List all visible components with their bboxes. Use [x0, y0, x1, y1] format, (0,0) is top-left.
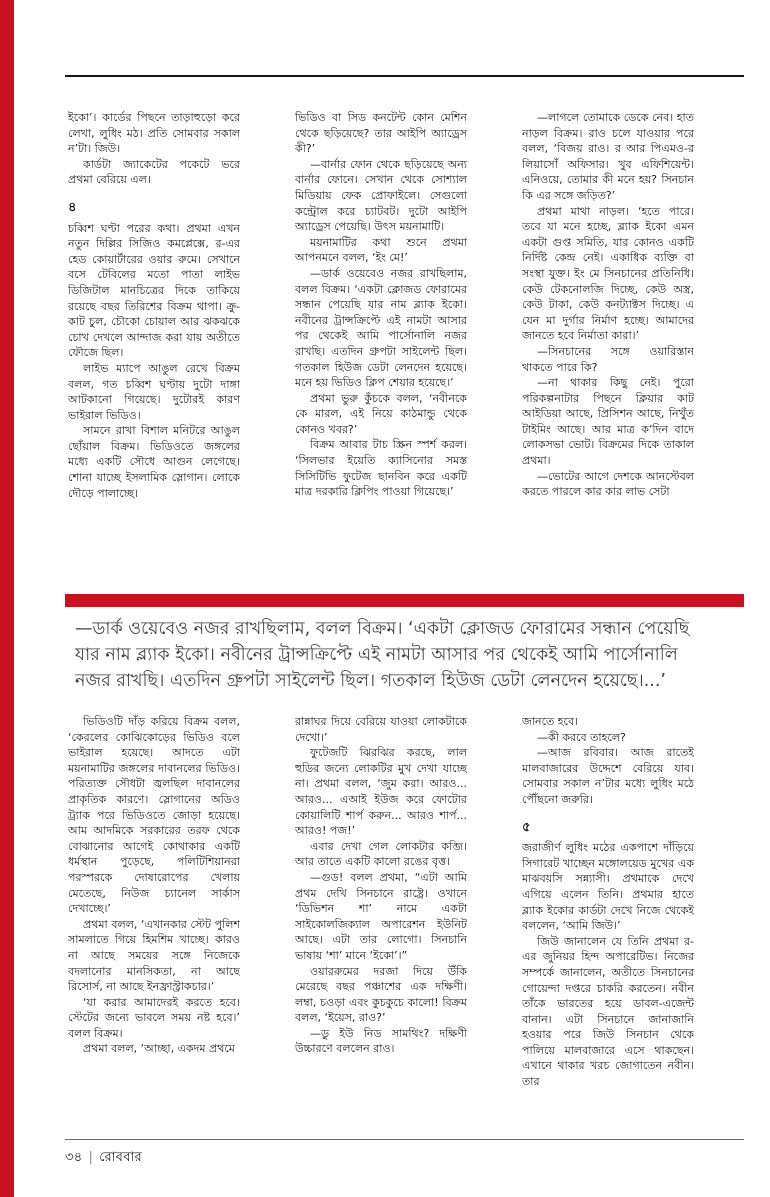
pull-quote-block — [65, 594, 744, 694]
paragraph: জিউ জানালেন যে তিনি প্রথমা র-এর জুনিয়র হিন্দ অপারেটিভ। নিজের সম্পর্কে জানালেন, অতীতে সিনচানের গোয়েন্দা দপ্তরে চাকরি করতেন। নবীন তাঁকে ভারতের হয়ে ডাবল-এজেন্ট বানান। এটা সিনচানে জানাজানি হওয়ার পরে জিউ সিনচান থেকে পালিয়ে মালবাজারে এসে থাকছেন। এখানে থাকার খরচ জোগাতেন নবীন। তার — [522, 934, 694, 1089]
paragraph: —ডার্ক ওয়েবেও নজর রাখছিলাম, বলল বিক্রম। ‘একটা ক্লোজড ফোরামের সন্ধান পেয়েছি যার নাম ব্ল্যাক ইকো। নবীনের ট্রান্সক্রিপ্টে এই নামটা আসার পর থেকেই আমি পার্সোনালি নজর রাখছি। এতদিন গ্রুপটা সাইলেন্ট ছিল। গতকাল হিউজ ডেটা লেনদেন হয়েছে। মনে হয় ভিডিও ক্লিপ শেয়ার হয়েছে।’ — [295, 266, 467, 390]
page-number: ৩৪ — [65, 1150, 83, 1165]
paragraph: ইকো’। কার্ডের পিছনে তাড়াহুড়ো করে লেখা, লুধিং মঠ। প্রতি সোমবার সকাল ন’টা। জিউ। — [68, 111, 240, 156]
paragraph: প্রথমা বলল, ‘এখানকার স্টেট পুলিশ সামলাতে গিয়ে হিমশিম খাচ্ছে। কারও না আছে সময়ের সঙ্গে নিজেকে বদলানোর মানসিকতা, না আছে রিসোর্স, না আছে ইনফ্রাস্ট্রাকচার।’ — [68, 917, 240, 994]
left-accent-stripe — [0, 0, 14, 1197]
pull-quote-accent-bar — [65, 594, 744, 607]
paragraph: প্রথমা ভুরু কুঁচকে বলল, ‘নবীনকে কে মারল, এই নিয়ে কাঠমান্ডু থেকে কোনও খবর?’ — [295, 391, 467, 436]
paragraph: প্রথমা মাথা নাড়ল। ‘হতে পারে। তবে যা মনে হচ্ছে, ব্ল্যাক ইকো এমন একটা গুপ্ত সমিতি, যার কোনও একটি নির্দিষ্ট কেন্দ্র নেই। একাধিক ব্যক্তি বা সংস্থা যুক্ত। ইং মে সিনচানের প্রতিনিধি। কেউ টেকনোলজি দিচ্ছে, কেউ অস্ত্র, কেউ টাকা, কেউ কনট্যাক্টস দিচ্ছে। এ যেন মা দুর্গার নির্মাণ হচ্ছে। আমাদের জানতে হবে নির্মাতা কারা।’ — [522, 204, 694, 343]
top-column-3 — [522, 110, 694, 588]
footer-divider: | — [88, 1150, 94, 1165]
paragraph: —না থাকার কিছু নেই। পুরো পরিকল্পনাটার পিছনে ক্লিয়ার কাট আইডিয়া আছে, প্রিসিশন আছে, নিখুঁত টাইমিং আছে। আর মাত্র ক’দিন বাদে লোকসভা ভোট। বিক্রমের দিকে তাকাল প্রথমা। — [522, 376, 694, 468]
paragraph: —ভোটের আগে দেশকে আনস্টেবল করতে পারলে কার কার লাভ সেটা — [522, 469, 694, 499]
section-number: ৪ — [68, 199, 77, 215]
paragraph: —ডু ইউ নিড সামথিং? দক্ষিণী উচ্চারণে বললেন রাও। — [295, 1026, 467, 1056]
paragraph: ওয়াররুমের দরজা দিয়ে উঁকি মেরেছে বছর পঞ্চাশের এক দক্ষিণী। লম্বা, চওড়া এবং কুচকুচে কালো! বিক্রম বলল, ‘ইয়েস, রাও?’ — [295, 964, 467, 1025]
magazine-title: রোববার — [99, 1150, 142, 1165]
bottom-column-2 — [295, 714, 467, 1134]
paragraph: —আজ রবিবার। আজ রাতেই মালবাজারের উদ্দেশে বেরিয়ে যাব। সোমবার সকাল ন’টার মধ্যে লুধিং মঠে পৌঁছনো জরুরি। — [522, 746, 694, 806]
paragraph: ভিডিওটি দাঁড় করিয়ে বিক্রম বলল, ‘কেরলের কোঝিকোড়ের ভিডিও বলে ভাইরাল হয়েছে। আদতে এটা ময়নামাটির জঙ্গলের দাবানলের ভিডিও। পরিত্যক্ত সৌধটা জ্বলছিল দাবানলের প্রাকৃতিক কারণে। স্লোগানের অডিও ট্র্যাক পরে ভিডিওতে জোড়া হয়েছে। আম আদমিকে সরকারের তরফ থেকে বোঝানোর আগেই কোথাকার একটি ধর্মস্থান পুড়েছে, পলিটিশিয়ানরা পরস্পরকে দোষারোপের খেলায় মেতেছে, নিউজ চ্যানেল সার্কাস দেখাচ্ছে।’ — [68, 715, 240, 916]
paragraph: বিক্রম আবার টাচ স্ক্রিন স্পর্শ করল। ‘সিলভার ইয়েতি ক্যাসিনোর সমস্ত সিসিটিভি ফুটেজ ছানবিন করে একটি মাত্র দরকারি ক্লিপিং পাওয়া গিয়েছে।’ — [295, 438, 467, 499]
top-rule — [65, 75, 744, 77]
paragraph: —লাগলে তোমাকে ডেকে নেব। হাত নাড়ল বিক্রম। রাও চলে যাওয়ার পরে বলল, ‘বিজয় রাও। র আর পিএমও-র লিয়াসোঁ অফিসার। খুব এফিশিয়েন্ট। এনিওয়ে, তোমার কী মনে হয়? সিনচান কি এর সঙ্গে জড়িত?’ — [522, 111, 694, 202]
paragraph: এবার দেখা গেল লোকটার কব্জি। আর তাতে একটি কালো রঙের বৃত্ত। — [295, 839, 467, 869]
paragraph: রান্নাঘর দিয়ে বেরিয়ে যাওয়া লোকটাকে দেখো।’ — [295, 715, 467, 744]
pull-quote-text: —ডার্ক ওয়েবেও নজর রাখছিলাম, বলল বিক্রম। ‘একটা ক্লোজড ফোরামের সন্ধান পেয়েছি যার নাম ব্ল্যাক ইকো। নবীনের ট্রান্সক্রিপ্টে এই নামটা আসার পর থেকেই আমি পার্সোনালি নজর রাখছি। এতদিন গ্রুপটা সাইলেন্ট ছিল। গতকাল হিউজ ডেটা লেনদেন হয়েছে।...’ — [75, 619, 690, 691]
paragraph: লাইভ ম্যাপে আঙুল রেখে বিক্রম বলল, গত চব্বিশ ঘণ্টায় দুটো দাঙ্গা আটকানো গিয়েছে। দুটোরই কারণ ভাইরাল ভিডিও। — [68, 361, 240, 422]
paragraph: ভিডিও বা সিড কনটেন্ট কোন মেশিন থেকে ছড়িয়েছে? তার আইপি অ্যাড্রেস কী?’ — [295, 111, 467, 156]
top-column-1 — [68, 110, 240, 588]
bottom-text-section — [68, 714, 694, 1134]
footer-rule — [65, 1139, 744, 1140]
top-column-2 — [295, 110, 467, 588]
bottom-column-1 — [68, 714, 240, 1134]
paragraph: —গুড! বলল প্রথমা, “এটা আমি প্রথম দেখি সিনচানে রাষ্ট্রে। ওখানে ‘ডিভিশন শা’ নামে একটা সাইকোলজিক্যাল অপারেশন ইউনিট আছে। এটা তার লোগো। সিনচানি ভাষায় ‘শা’ মানে ‘ইকো’।” — [295, 870, 467, 962]
paragraph: চব্বিশ ঘণ্টা পরের কথা। প্রথমা এখন নতুন দিল্লির সিজিও কমপ্লেক্সে, র-এর হেড কোয়ার্টারের ওয়ার রুমে। সেখানে বসে টেবিলের মতো পাতা লাইভ ডিজিটাল মানচিত্রের দিকে তাকিয়ে রয়েছে বছর তিরিশের বিক্রম থাপা। ক্রু-কাট চুল, চৌকো চোয়াল আর ঝকঝকে চোখ দেখলে আন্দাজ করা যায় অতীতে ফৌজে ছিল। — [68, 221, 240, 360]
paragraph: ‘যা করার আমাদেরই করতে হবে। স্টেটের জন্যে ভাবলে সময় নষ্ট হবে।’ বলল বিক্রম। — [68, 995, 240, 1040]
paragraph: জানতে হবে। — [522, 715, 579, 728]
page-footer — [65, 1148, 142, 1169]
paragraph: —কী করবে তাহলে? — [537, 730, 626, 744]
paragraph: ফুটেজটি ঝিরঝির করছে, লাল হুডির জন্যে লোকটির মুখ দেখা যাচ্ছে না। প্রথমা বলল, ‘জুম করা। আরও... আরও... এআই ইউজ করে ফোটোর কোয়ালিটি শার্প করুন... আরও শার্প... আরও! পজ!’ — [295, 746, 467, 838]
paragraph: সামনে রাখা বিশাল মনিটরে আঙুল ছোঁয়াল বিক্রম। ভিডিওতে জঙ্গলের মধ্যে একটি সৌধে আগুন লেগেছে। শোনা যাচ্ছে ইসলামিক স্লোগান। লোকে দৌড়ে পালাচ্ছে। — [68, 424, 240, 500]
top-text-section — [68, 110, 694, 588]
section-number: ৫ — [522, 819, 531, 835]
paragraph: কার্ডটা জ্যাকেটের পকেটে ভরে প্রথমা বেরিয়ে এল। — [68, 157, 240, 187]
paragraph: —বার্নার ফোন থেকে ছড়িয়েছে অন্য বার্নার ফোনে। সেখান থেকে সোশ্যাল মিডিয়ায় ফেক প্রোফাইলে। সেগুলো কন্ট্রোল করে চ্যাটবট। দুটো আইপি অ্যাড্রেস পেয়েছি। উৎস ময়নামাটি। — [295, 157, 467, 234]
paragraph: জরাজীর্ণ লুধিং মঠের একপাশে দাঁড়িয়ে সিগারেট খাচ্ছেন মঙ্গোলয়েড মুখের এক মাঝবয়সি সন্ন্যাসী। প্রথমাকে দেখে এগিয়ে এলেন তিনি। প্রথমার হাতে ব্ল্যাক ইকোর কার্ডটা দেখে নিজে থেকেই বললেন, ‘আমি জিউ।’ — [522, 841, 694, 933]
paragraph: প্রথমা বলল, ‘আচ্ছা, একদম প্রথমে — [83, 1042, 235, 1056]
bottom-column-3 — [522, 714, 694, 1134]
paragraph: —সিনচানের সঙ্গে ওয়ারিস্তান থাকতে পারে কি? — [522, 344, 694, 374]
paragraph: ময়নামাটির কথা শুনে প্রথমা আপনমনে বলল, ‘ইং মে!’ — [295, 235, 467, 265]
